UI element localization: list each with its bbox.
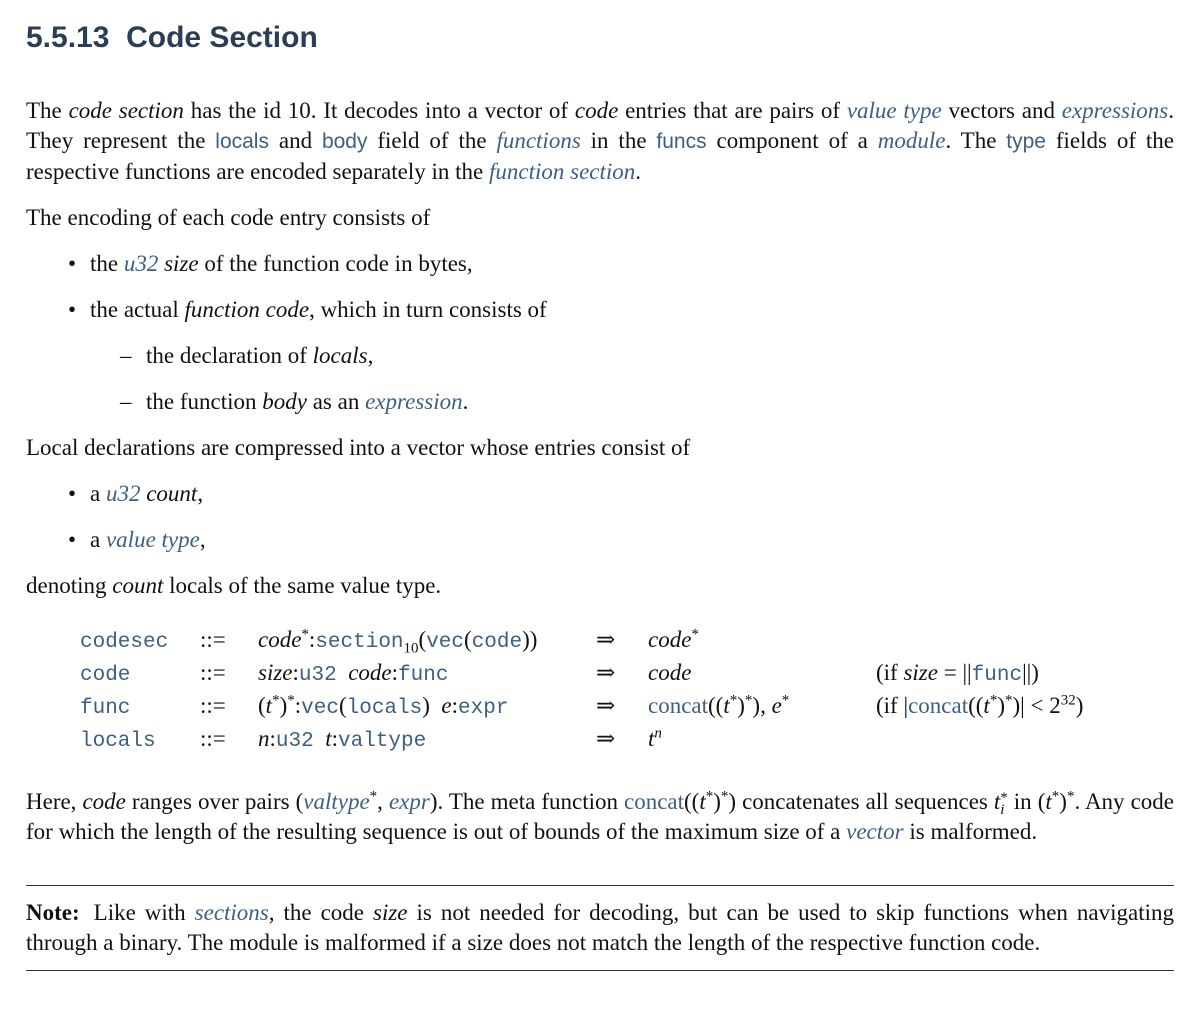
grammar-op: ::= [200, 660, 226, 685]
section-heading [26, 20, 1174, 56]
grammar-condition: (if |concat((t*)*)| < $2^{32}$) [876, 692, 1084, 718]
list-item: – the function body as an expression. [146, 387, 1174, 417]
link-u32[interactable]: u32 [123, 251, 159, 276]
code-entry-list [26, 249, 1174, 417]
grammar-rhs: (t*)*:vec(locals) e:expr [258, 692, 509, 720]
link-concat[interactable]: concat [624, 789, 685, 814]
link-expression[interactable]: expression [365, 389, 463, 414]
grammar-result: code* [648, 626, 699, 652]
paragraph-encoding: The encoding of each code entry consists of [26, 205, 431, 230]
list-item: • the actual function code, which in turn consists of – the declaration of locals, – the function body as an expression. [90, 295, 1174, 417]
grammar-rhs: code*:section$_{10}$(vec(code)) [258, 626, 538, 657]
grammar-op: ::= [200, 693, 226, 718]
grammar-condition [876, 724, 1083, 757]
list-item: • a u32 count, [90, 479, 1174, 509]
note-label: Note: [26, 900, 80, 925]
section-number: 5.5.13 [26, 21, 110, 54]
grammar-op: ::= [200, 627, 226, 652]
link-funcs[interactable]: funcs [656, 130, 707, 153]
grammar-arrow: ⇒ [596, 627, 616, 652]
list-item: • a value type, [90, 525, 1174, 555]
link-valtype[interactable]: valtype [303, 789, 370, 814]
paragraph-locals: Local declarations are compressed into a vector whose entries consist of [26, 435, 691, 460]
link-function-section[interactable]: function section [489, 159, 636, 184]
link-type[interactable]: type [1006, 130, 1046, 153]
grammar-row-codesec [80, 625, 1083, 658]
grammar-result: code [648, 660, 692, 685]
grammar-rhs: n:u32 t:valtype [258, 726, 427, 753]
link-expr[interactable]: expr [388, 789, 430, 814]
list-item: • the u32 size of the function code in bytes, [90, 249, 1174, 279]
grammar-row-locals [80, 724, 1083, 757]
grammar-table [80, 625, 1083, 757]
grammar-nonterminal: code [80, 664, 131, 687]
paragraph-intro: The code section has the id 10. It decodes into a vector of code entries that are pairs of value type vectors and expressions. They represent the locals and body field of the functions in the funcs component of a module. The type fields of the respective functions are encoded separately in the function section. [26, 98, 1174, 184]
note-top-rule [26, 885, 1174, 886]
grammar-nonterminal: locals [80, 730, 156, 753]
link-sections[interactable]: sections [194, 900, 269, 925]
link-locals[interactable]: locals [215, 130, 269, 153]
grammar-op: ::= [200, 726, 226, 751]
section-title: Code Section [126, 21, 318, 54]
paragraph-denoting: denoting count locals of the same value type. [26, 573, 442, 598]
grammar-nonterminal: codesec [80, 631, 169, 654]
grammar-row-code [80, 658, 1083, 691]
link-module[interactable]: module [877, 128, 946, 153]
link-u32[interactable]: u32 [105, 481, 141, 506]
grammar-result: $t^n$ [648, 725, 662, 751]
list-item: – the declaration of locals, [146, 341, 1174, 371]
grammar-nonterminal: func [80, 697, 131, 720]
grammar-condition: (if size = ||func||) [876, 660, 1039, 687]
note-bottom-rule [26, 970, 1174, 971]
function-code-sublist [90, 341, 1174, 417]
grammar-arrow: ⇒ [596, 726, 616, 751]
grammar-result: concat((t*)*), e* [648, 692, 790, 718]
note-box: Note: Like with sections, the code size is not needed for decoding, but can be used to skip functions when navigating through a binary. The module is malformed if a size does not match the length of the respective function code. [26, 900, 1174, 955]
link-body[interactable]: body [321, 130, 368, 153]
grammar-row-func [80, 691, 1083, 724]
grammar-rhs: size:u32 code:func [258, 660, 449, 687]
grammar-arrow: ⇒ [596, 660, 616, 685]
link-value-type[interactable]: value type [105, 527, 200, 552]
link-expressions[interactable]: expressions [1061, 98, 1169, 123]
grammar-condition [876, 625, 1083, 658]
paragraph-here: Here, code ranges over pairs (valtype*, expr). The meta function concat((t*)*) concatenates all sequences t * i in (t*)*. Any code for which the length of the resulting sequence is out of bounds of the maximum size of a vector is malformed. [26, 788, 1174, 844]
link-value-type[interactable]: value type [846, 98, 942, 123]
grammar-arrow: ⇒ [596, 693, 616, 718]
locals-entry-list [26, 479, 1174, 555]
link-vector[interactable]: vector [846, 819, 904, 844]
link-functions[interactable]: functions [496, 128, 581, 153]
